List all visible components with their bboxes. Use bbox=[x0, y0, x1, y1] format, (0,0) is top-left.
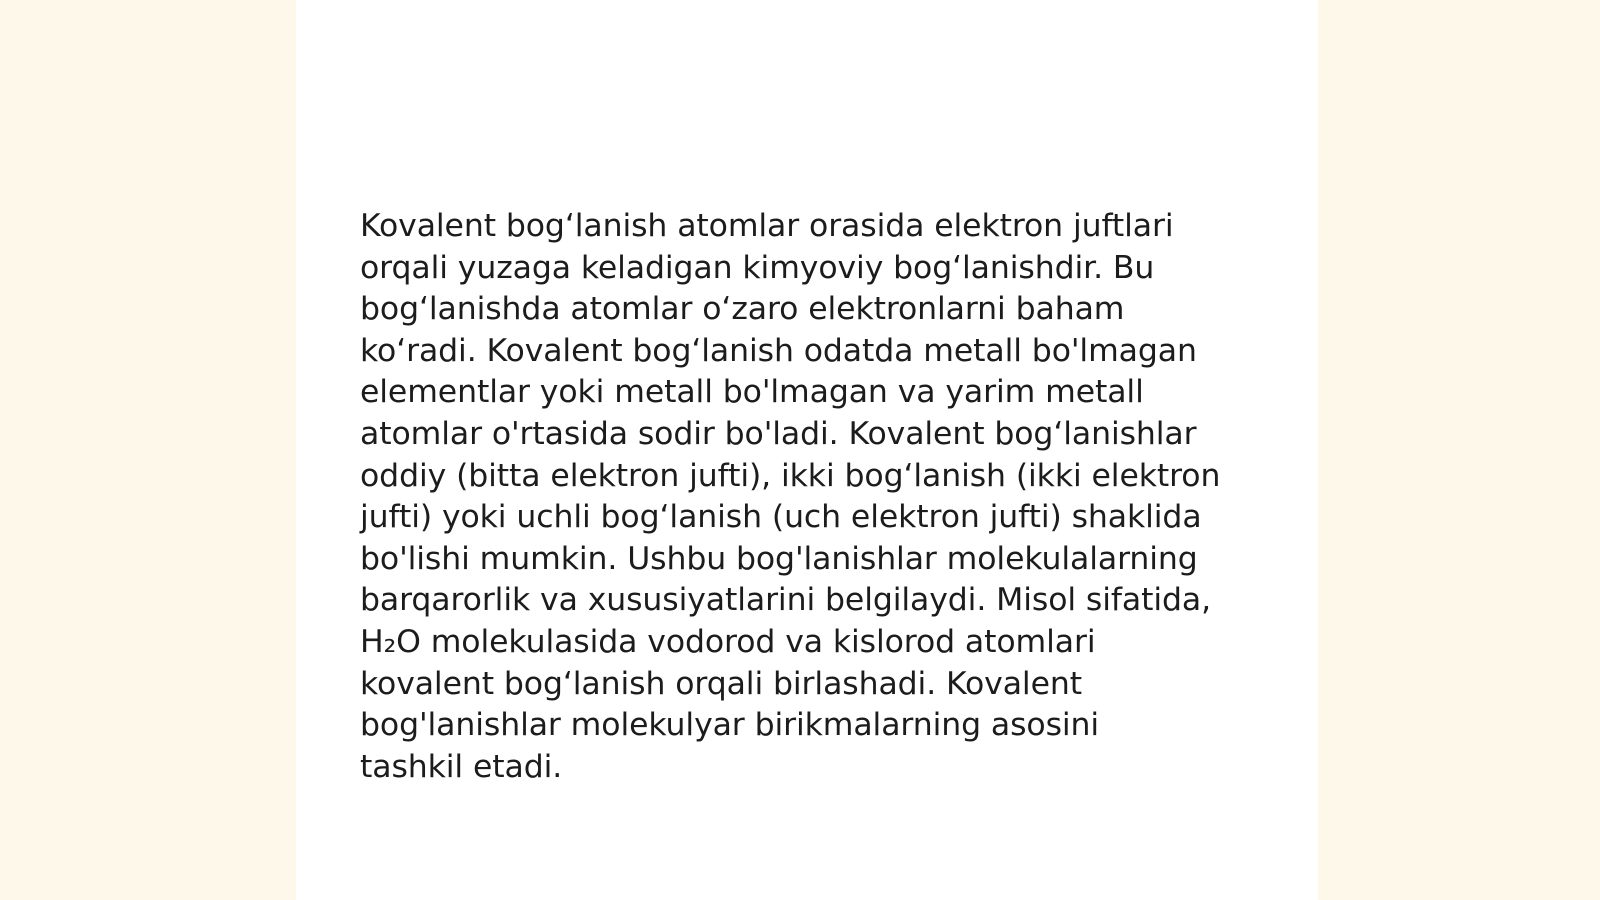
paragraph-line: kovalent bog‘lanish orqali birlashadi. Kovalent bbox=[360, 665, 1082, 702]
paragraph-line: oddiy (bitta elektron jufti), ikki bog‘lanish (ikki elektron bbox=[360, 457, 1221, 494]
paragraph-line: atomlar o'rtasida sodir bo'ladi. Kovalent bog‘lanishlar bbox=[360, 415, 1197, 452]
paragraph-line: tashkil etadi. bbox=[360, 748, 563, 785]
paragraph-line: elementlar yoki metall bo'lmagan va yarim metall bbox=[360, 374, 1144, 411]
paragraph-line: bog'lanishlar molekulyar birikmalarning asosini bbox=[360, 707, 1100, 744]
paragraph-line: H₂O molekulasida vodorod va kislorod atomlari bbox=[360, 623, 1096, 660]
paragraph-line: barqarorlik va xususiyatlarini belgilaydi. Misol sifatida, bbox=[360, 582, 1212, 619]
paragraph-line: bo'lishi mumkin. Ushbu bog'lanishlar molekulalarning bbox=[360, 540, 1198, 577]
paragraph-line: ko‘radi. Kovalent bog‘lanish odatda metall bo'lmagan bbox=[360, 332, 1197, 369]
paragraph-line: orqali yuzaga keladigan kimyoviy bog‘lanishdir. Bu bbox=[360, 249, 1155, 286]
body-paragraph bbox=[360, 206, 1260, 788]
paragraph-line: jufti) yoki uchli bog‘lanish (uch elektron jufti) shaklida bbox=[360, 499, 1202, 536]
paragraph-line: Kovalent bog‘lanish atomlar orasida elektron juftlari bbox=[360, 208, 1174, 244]
paragraph-line: bog‘lanishda atomlar o‘zaro elektronlarni baham bbox=[360, 291, 1125, 328]
document-page bbox=[296, 0, 1318, 900]
